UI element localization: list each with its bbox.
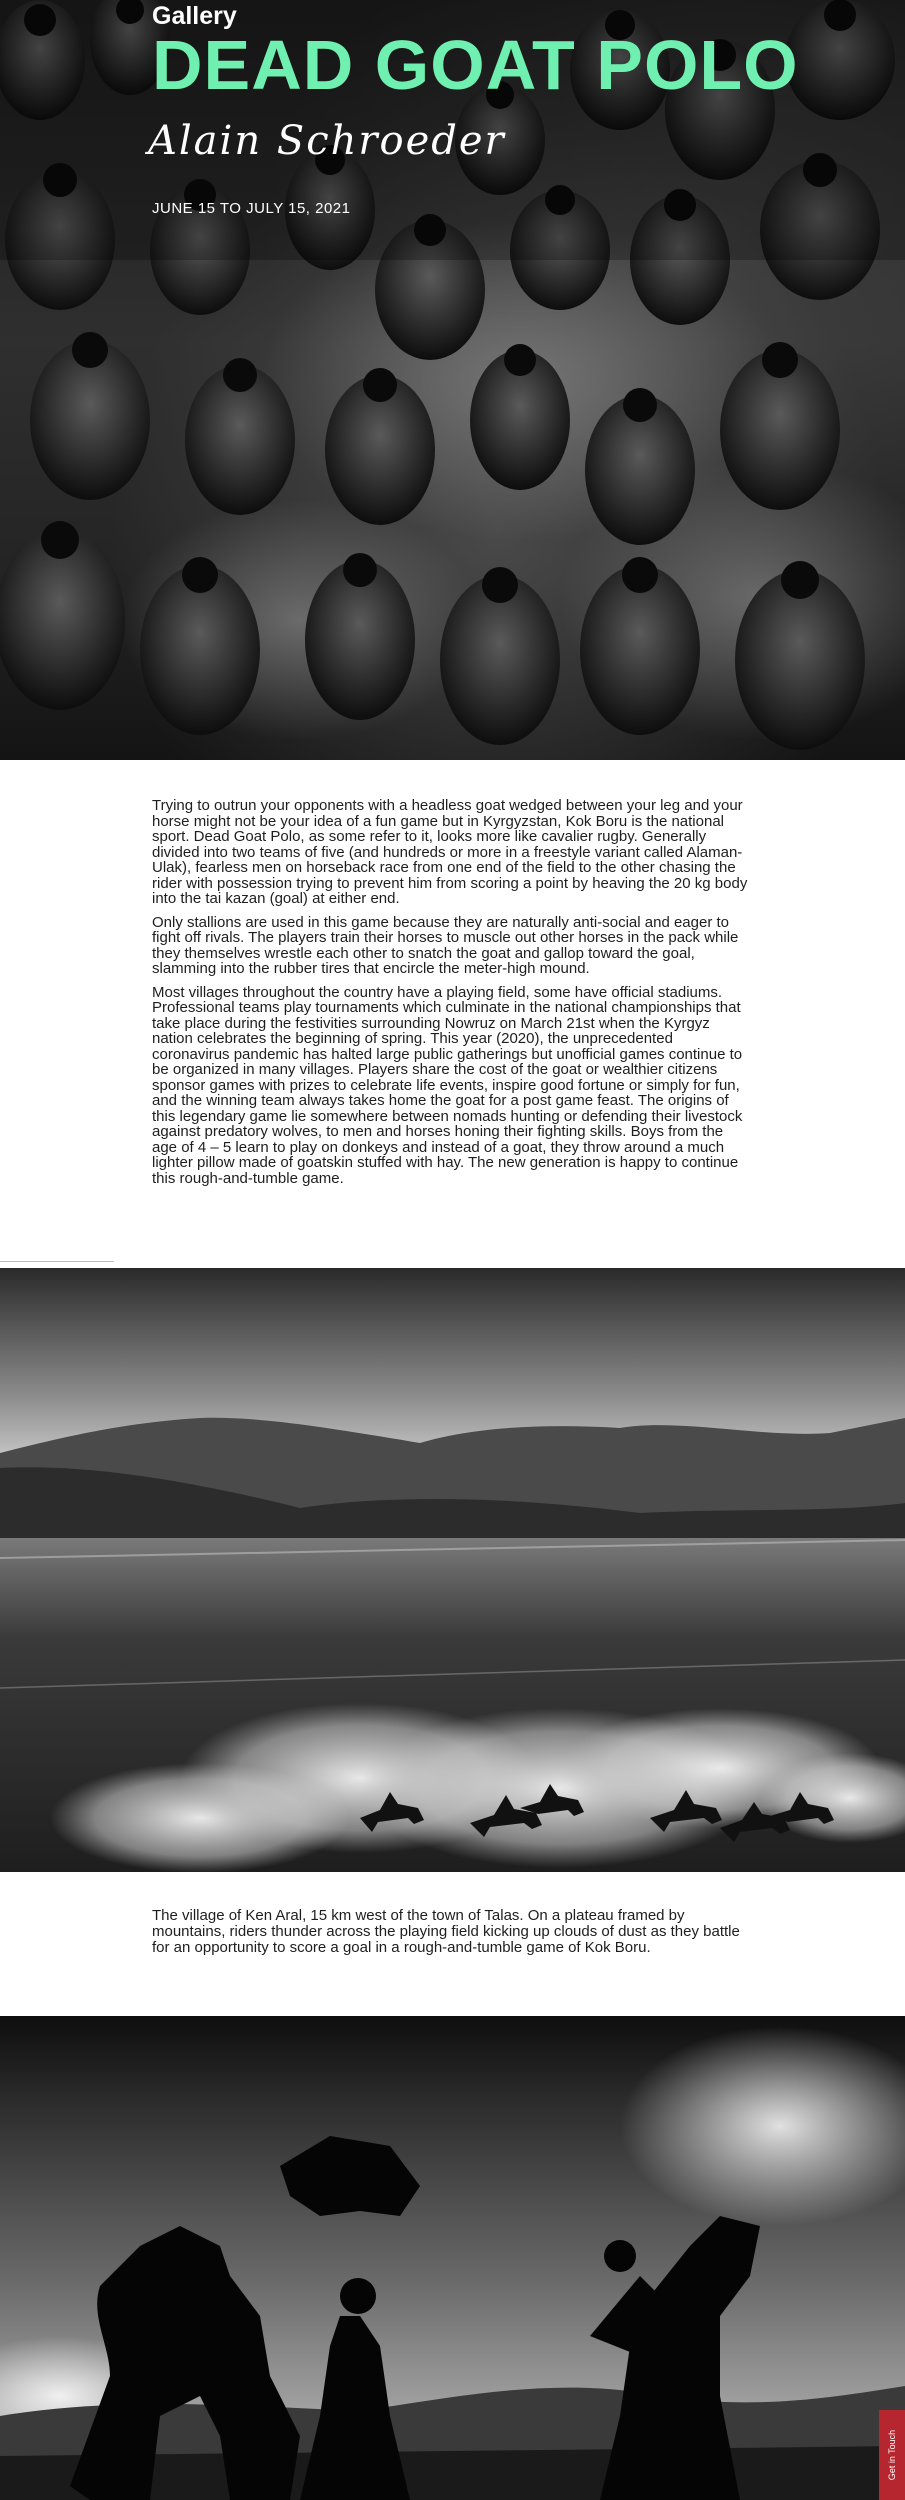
exhibition-dates: JUNE 15 TO JULY 15, 2021 bbox=[152, 200, 351, 217]
divider bbox=[0, 1261, 114, 1262]
gallery-photo-plateau[interactable] bbox=[0, 1268, 905, 1872]
riders-photo-image bbox=[0, 2016, 905, 2500]
photographer-name: Alain Schroeder bbox=[148, 118, 506, 164]
description-paragraph: Trying to outrun your opponents with a headless goat wedged between your leg and your horse might not be your idea of a fun game but in Kyrgyzstan, Kok Boru is the national sport. Dead Goat Polo, as some refer to it, looks more like cavalier rugby. Generally divided into two teams of five (and hundreds or more in a freestyle variant called Alaman-Ulak), fearless men on horseback race from one end of the field to the other chasing the rider with possession trying to prevent him from scoring a point by heaving the 20 kg body into the tai kazan (goal) at either end. bbox=[152, 797, 748, 907]
hero-photo-riders bbox=[0, 0, 905, 760]
photo-caption: The village of Ken Aral, 15 km west of the town of Talas. On a plateau framed by mountains, riders thunder across the playing field kicking up clouds of dust as they battle for an opportunity to score a goal in a rough-and-tumble game of Kok Boru. bbox=[152, 1907, 740, 1956]
get-in-touch-button[interactable] bbox=[879, 2410, 905, 2500]
gallery-photo-riders[interactable] bbox=[0, 2016, 905, 2500]
description-paragraph: Only stallions are used in this game because they are naturally anti-social and eager to fight off rivals. The players train their horses to muscle out other horses in the pack while they themselves wrestle each other to snatch the goat and gallop toward the goal, slamming into the rubber tires that encircle the meter-high mound. bbox=[152, 913, 739, 977]
description-paragraph: Most villages throughout the country have a playing field, some have official stadiums. Professional teams play tournaments which culminate in the national championships that take place during the festivities surrounding Nowruz on March 21st when the Kyrgyz nation celebrates the beginning of spring. This year (2020), the unprecedented coronavirus pandemic has halted large public gatherings but unofficial games continue to be organized in many villages. Players share the cost of the goat or wealthier citizens sponsor games with prizes to celebrate life events, inspire good fortune or simply for fun, and the winning team always takes home the goat for a post game feast. The origins of this legendary game lie somewhere between nomads hunting or defending their livestock against predatory wolves, to men and horses honing their fighting skills. Boys from the age of 4 – 5 learn to play on donkeys and instead of a goat, they throw around a much lighter pillow made of goatskin stuffed with hay. The new generation is happy to continue this rough-and-tumble game. bbox=[152, 983, 743, 1187]
get-in-touch-label: Get in Touch bbox=[887, 2429, 897, 2481]
exhibition-title: DEAD GOAT POLO bbox=[152, 26, 799, 104]
exhibition-description bbox=[152, 798, 752, 1194]
gallery-nav-link[interactable]: Gallery bbox=[152, 2, 237, 30]
hero-banner bbox=[0, 0, 905, 760]
plateau-photo-image bbox=[0, 1268, 905, 1872]
